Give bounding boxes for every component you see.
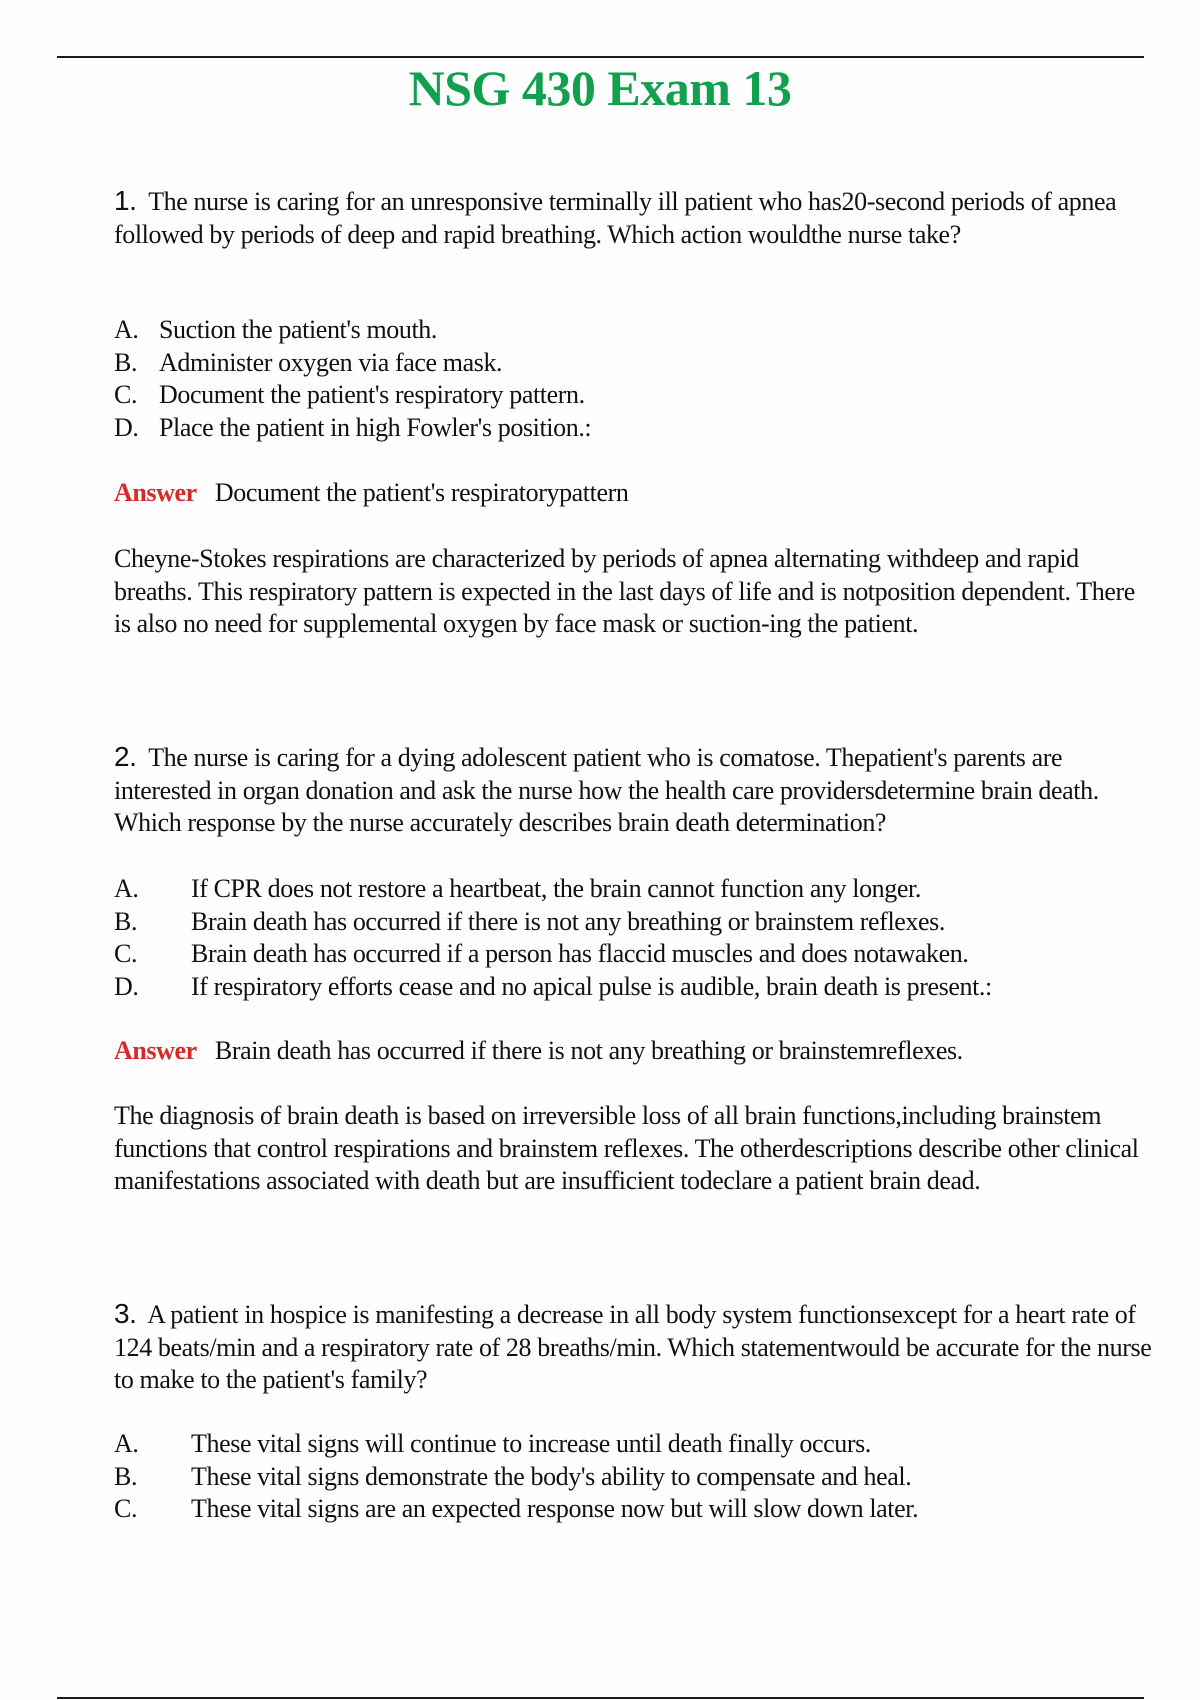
option-text: These vital signs will continue to increase until death finally occurs. [191,1429,871,1458]
question-text: The nurse is caring for an unresponsive terminally ill patient who has20-second periods of apnea followed by periods of deep and rapid breathing. Which action wouldthe nurse take? [114,187,1117,249]
question-1-answer [114,477,1154,509]
option-d[interactable] [114,412,1154,445]
option-a[interactable] [114,1428,1154,1461]
option-a[interactable] [114,873,1154,906]
question-1-explanation: Cheyne-Stokes respirations are characterized by periods of apnea alternating withdeep and rapid breaths. This respiratory pattern is expected in the last days of life and is notposition dependent. There is also no need for supplemental oxygen by face mask or suction-ing the patient. [114,544,1135,638]
option-letter: D. [114,971,139,1001]
question-3 [114,1298,1154,1397]
option-text: These vital signs demonstrate the body's ability to compensate and heal. [191,1461,912,1491]
option-letter: B. [114,1461,138,1491]
answer-label: Answer [114,1036,197,1065]
option-letter: A. [114,315,139,344]
option-b[interactable] [114,906,1154,939]
option-letter: B. [114,906,138,936]
question-2 [114,741,1154,840]
document-title: NSG 430 Exam 13 [408,60,792,116]
question-2-options [114,873,1154,1003]
option-a[interactable] [114,314,1154,347]
option-letter: C. [114,939,138,968]
option-text: Administer oxygen via face mask. [159,347,503,377]
option-text: These vital signs are an expected response now but will slow down later. [191,1494,919,1523]
option-b[interactable] [114,347,1154,380]
footer-divider [57,1697,1144,1699]
option-d[interactable] [114,971,1154,1004]
question-number: 1. [114,185,137,216]
option-text: Brain death has occurred if a person has flaccid muscles and does notawaken. [191,939,969,968]
option-text: Place the patient in high Fowler's position.: [159,412,592,442]
answer-text: Brain death has occurred if there is not any breathing or brainstemreflexes. [214,1036,963,1065]
option-text: If respiratory efforts cease and no apical pulse is audible, brain death is present.: [191,971,992,1001]
option-c[interactable] [114,938,1154,971]
question-number: 2. [114,741,137,772]
answer-text: Document the patient's respiratorypattern [214,478,629,507]
option-letter: C. [114,380,138,409]
option-letter: B. [114,347,138,377]
question-text: The nurse is caring for a dying adolescent patient who is comatose. Thepatient's parents are interested in organ donation and ask the nurse how the health care providersdetermine brain death. Which response by the nurse accurately describes brain death determination? [114,743,1099,837]
option-c[interactable] [114,1493,1154,1526]
question-2-answer [114,1035,1154,1067]
option-c[interactable] [114,379,1154,412]
option-letter: A. [114,1429,139,1458]
question-1-options [114,314,1154,444]
option-letter: A. [114,874,139,903]
option-text: If CPR does not restore a heartbeat, the brain cannot function any longer. [191,874,921,903]
question-1 [114,185,1154,251]
answer-label: Answer [114,478,197,507]
question-2-explanation: The diagnosis of brain death is based on irreversible loss of all brain functions,including brainstem functions that control respirations and brainstem reflexes. The otherdescriptions describe other clinical manifestations associated with death but are insufficient todeclare a patient brain dead. [114,1101,1139,1195]
option-text: Brain death has occurred if there is not any breathing or brainstem reflexes. [191,906,945,936]
option-letter: C. [114,1494,138,1523]
option-letter: D. [114,412,139,442]
option-b[interactable] [114,1461,1154,1494]
option-text: Suction the patient's mouth. [159,315,438,344]
option-text: Document the patient's respiratory pattern. [159,380,585,409]
question-text: A patient in hospice is manifesting a decrease in all body system functionsexcept for a heart rate of 124 beats/min and a respiratory rate of 28 breaths/min. Which statementwould be accurate for the nurse to make to the patient's family? [114,1300,1152,1394]
question-3-options [114,1428,1154,1526]
question-number: 3. [114,1298,137,1329]
